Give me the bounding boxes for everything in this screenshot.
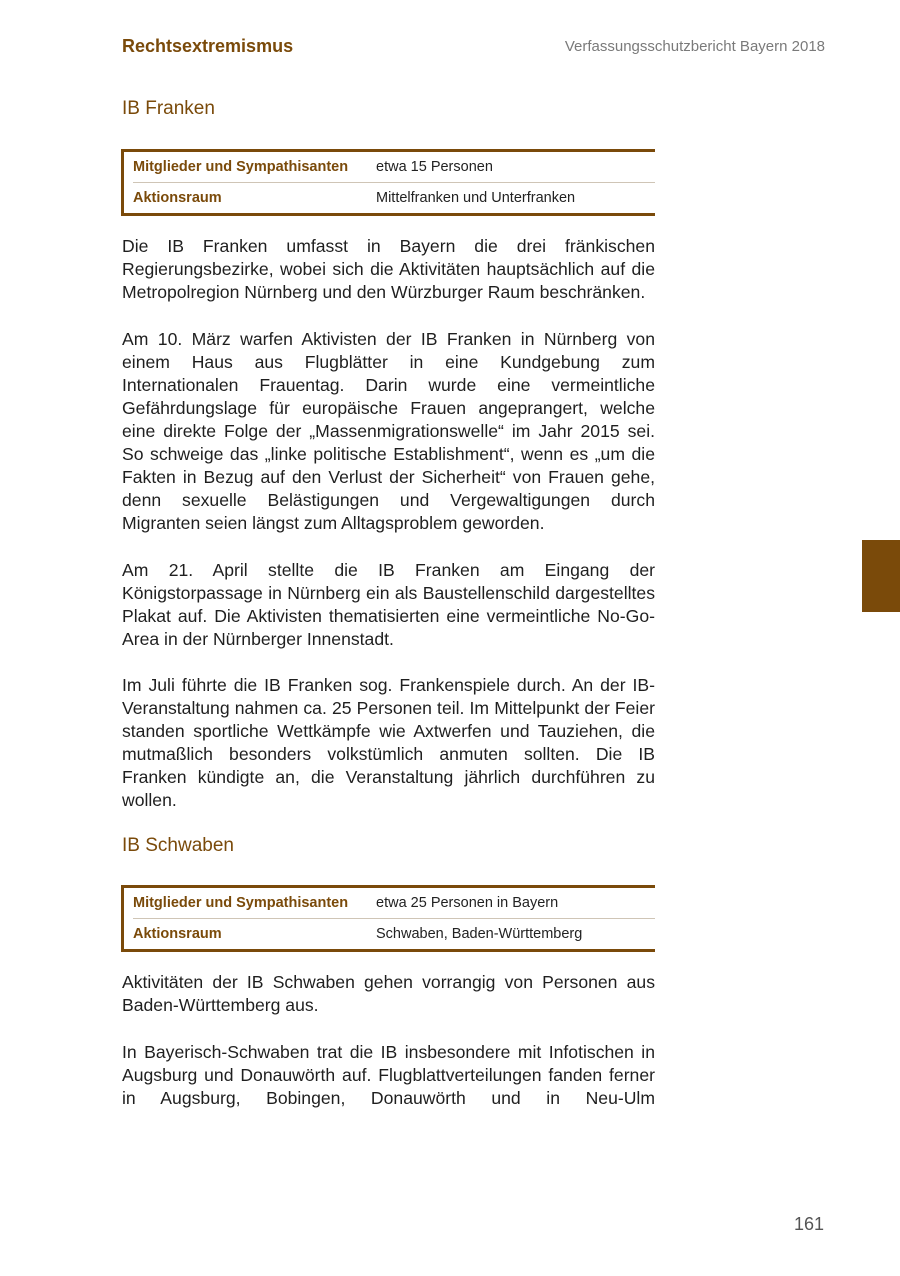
chapter-title: Rechtsextremismus <box>122 36 294 56</box>
paragraph: Am 10. März warfen Aktivisten der IB Franken in Nürnberg von einem Haus aus Flugblätter in eine Kundgebung zum Internationalen Frauentag. Darin wurde eine vermeintliche Gefährdungslage für europäische Frauen angeprangert, welche eine direkte Folge der „Massenmigrationswelle“ im Jahr 2015 sei. So schweige das „linke politische Establishment“, wenn es „um die Fakten in Bezug auf den Verlust der Sicherheit“ von Frauen gehe, denn sexuelle Belästigungen und Vergewaltigungen durch Migranten seien längst zum Alltagsproblem geworden. <box>122 329 655 533</box>
paragraph: Die IB Franken umfasst in Bayern die drei fränkischen Regierungsbezirke, wobei sich die Aktivitäten hauptsächlich auf die Metropolregion Nürnberg und den Würzburger Raum beschränken. <box>122 236 655 302</box>
info-row-action-area <box>133 182 655 213</box>
info-row-members <box>133 888 655 918</box>
info-box-ib-schwaben <box>121 885 655 952</box>
section-title-ib-schwaben: IB Schwaben <box>122 835 234 856</box>
info-value: etwa 25 Personen in Bayern <box>376 895 559 911</box>
info-row-members <box>133 152 655 182</box>
info-row-action-area <box>133 918 655 949</box>
paragraph: Im Juli führte die IB Franken sog. Frankenspiele durch. An der IB-Veranstaltung nahmen ca. 25 Personen teil. Im Mittelpunkt der Feier standen sportliche Wettkämpfe wie Axtwerfen und Tauziehen, die mutmaßlich besonders volkstümlich anmuten sollten. Die IB Franken kündigte an, die Veranstaltung jährlich durchführen zu wollen. <box>122 675 655 810</box>
info-label: Aktionsraum <box>133 926 222 942</box>
info-label: Mitglieder und Sympathisanten <box>133 159 349 175</box>
info-value: Mittelfranken und Unterfranken <box>376 190 576 206</box>
paragraph: In Bayerisch-Schwaben trat die IB insbesondere mit Infotischen in Augsburg und Donauwörth auf. Flugblattverteilungen fanden ferner in Augsburg, Bobingen, Donauwörth und in Neu-Ulm <box>122 1042 655 1108</box>
info-value: Schwaben, Baden-Württemberg <box>376 926 583 942</box>
info-label: Mitglieder und Sympathisanten <box>133 895 349 911</box>
info-box-ib-franken <box>121 149 655 216</box>
publication-title: Verfassungsschutzbericht Bayern 2018 <box>564 38 825 55</box>
section-title-ib-franken: IB Franken <box>122 98 215 119</box>
chapter-tab-marker <box>862 540 900 612</box>
page-number: 161 <box>793 1214 824 1234</box>
paragraph: Am 21. April stellte die IB Franken am Eingang der Königstorpassage in Nürnberg ein als Baustellenschild dargestelltes Plakat auf. Die Aktivisten thematisierten eine vermeintliche No-Go-Area in der Nürnberger Innenstadt. <box>122 560 655 649</box>
info-value: etwa 15 Personen <box>376 159 493 175</box>
info-label: Aktionsraum <box>133 190 222 206</box>
paragraph: Aktivitäten der IB Schwaben gehen vorrangig von Personen aus Baden-Württemberg aus. <box>122 972 655 1015</box>
